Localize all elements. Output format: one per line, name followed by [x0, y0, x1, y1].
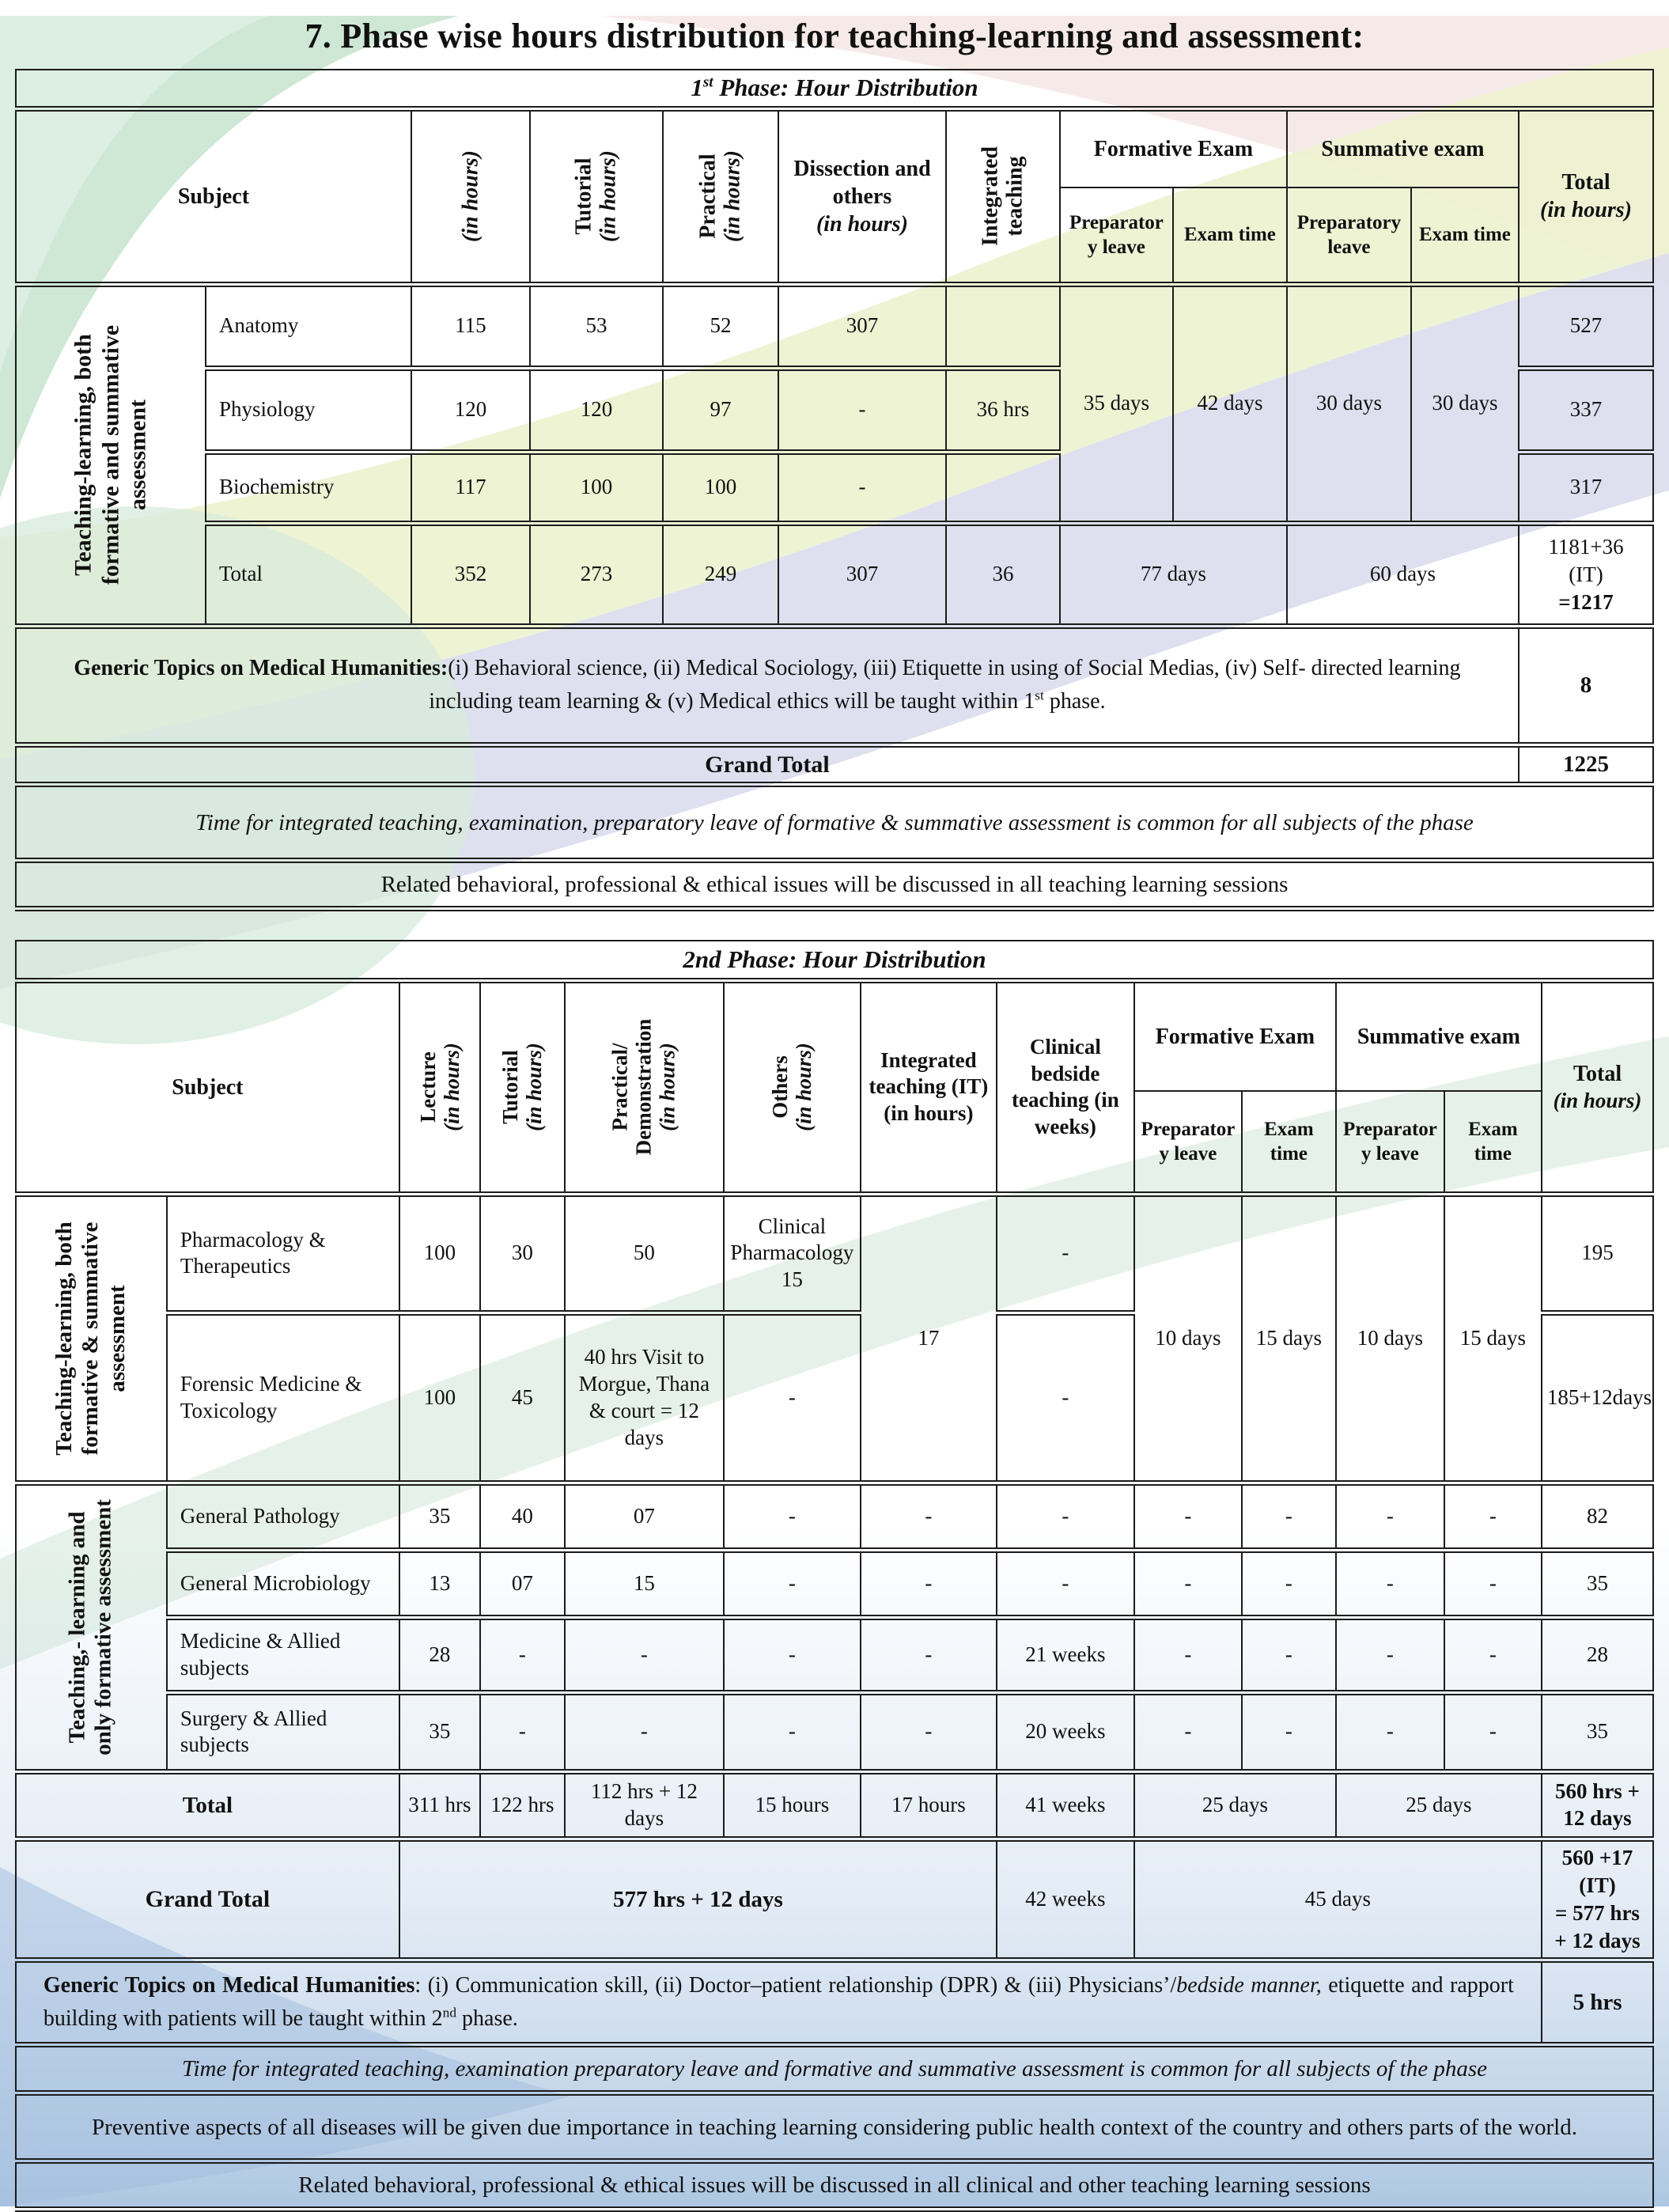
- phase1-note-integrated-time: Time for integrated teaching, examination, preparatory leave of formative & summative assessment is common for all subjects of the phase: [16, 785, 1653, 861]
- total2-it: 17 hours: [861, 1771, 997, 1839]
- genpath-others: -: [724, 1483, 861, 1550]
- header2-practical-demonstration: Practical/ Demonstration (in hours): [565, 980, 724, 1194]
- subject-forensic-medicine: Forensic Medicine & Toxicology: [167, 1312, 399, 1483]
- biochemistry-total: 317: [1519, 452, 1653, 523]
- medicine-it: -: [861, 1617, 997, 1692]
- genmicro-tutorial: 07: [480, 1550, 565, 1617]
- anatomy-total: 527: [1519, 284, 1653, 368]
- header-summative-exam: Summative exam: [1287, 108, 1519, 187]
- group1-summative-exam: 15 days: [1444, 1194, 1542, 1483]
- phase2-generic-hours: 5 hrs: [1542, 1960, 1653, 2045]
- formative-prep-days: 35 days: [1060, 284, 1173, 523]
- subject-medicine-allied: Medicine & Allied subjects: [167, 1617, 399, 1692]
- phase2-note-preventive: Preventive aspects of all diseases will be given due importance in teaching learning considering public health context of the country and others parts of the world.: [16, 2093, 1653, 2161]
- phase1-generic-topics: Generic Topics on Medical Humanities:(i) Behavioral science, (ii) Medical Sociology, (iii) Etiquette in using of Social Medias, (iv) Self- directed learning including team learning & (v) Medical ethics will be taught within 1st phase.: [16, 626, 1519, 744]
- total2-summative-days: 25 days: [1336, 1771, 1542, 1839]
- medicine-tutorial: -: [480, 1617, 565, 1692]
- anatomy-practical: 52: [663, 284, 778, 368]
- genmicro-sp: -: [1336, 1550, 1444, 1617]
- forensic-total: 185+12days: [1542, 1312, 1653, 1483]
- header-total: Total (in hours): [1519, 108, 1653, 284]
- total-summative-days: 60 days: [1287, 523, 1519, 626]
- group-label-both-assessment: Teaching-learning, both formative and summative assessment: [16, 284, 206, 626]
- header2-clinical-bedside: Clinical bedside teaching (in weeks): [997, 980, 1134, 1194]
- surgery-clinical: 20 weeks: [997, 1692, 1134, 1771]
- total-it: 36: [946, 523, 1060, 626]
- anatomy-it: [946, 284, 1060, 368]
- genpath-sp: -: [1336, 1483, 1444, 1550]
- table-row: [16, 1483, 1653, 1550]
- group1-formative-exam: 15 days: [1242, 1194, 1336, 1483]
- header2-formative-prep-leave: Preparatory leave: [1134, 1091, 1242, 1194]
- surgery-fe: -: [1242, 1692, 1336, 1771]
- genpath-se: -: [1444, 1483, 1542, 1550]
- surgery-tutorial: -: [480, 1692, 565, 1771]
- header-formative-prep-leave: Preparatory leave: [1060, 187, 1173, 284]
- total2-practical: 112 hrs + 12 days: [565, 1771, 724, 1839]
- genmicro-it: -: [861, 1550, 997, 1617]
- group-label-only-formative: Teaching,- learning and only formative assessment: [16, 1483, 167, 1771]
- table-row: [16, 1692, 1653, 1771]
- header-practical: Practical (in hours): [663, 108, 778, 284]
- medicine-clinical: 21 weeks: [997, 1617, 1134, 1692]
- header-summative-prep-leave: Preparatory leave: [1287, 187, 1411, 284]
- total2-clinical: 41 weeks: [997, 1771, 1134, 1839]
- header-tutorial: Tutorial (in hours): [530, 108, 663, 284]
- header2-formative-exam: Formative Exam: [1134, 980, 1336, 1091]
- pharmacology-tutorial: 30: [480, 1194, 565, 1312]
- phase2-generic-topics: Generic Topics on Medical Humanities: (i) Communication skill, (ii) Doctor–patient relationship (DPR) & (iii) Physicians’/bedside manner, etiquette and rapport building with patients will be taught within 2nd phase.: [16, 1960, 1542, 2045]
- phase1-note-behavioral: Related behavioral, professional & ethical issues will be discussed in all teaching learning sessions: [16, 861, 1653, 909]
- genpath-fp: -: [1134, 1483, 1242, 1550]
- phase2-total-hours: 560 hrs + 12 days: [1542, 1771, 1653, 1839]
- phase1-title-sup: st: [702, 74, 713, 91]
- surgery-lecture: 35: [399, 1692, 480, 1771]
- header2-summative-exam: Summative exam: [1336, 980, 1542, 1091]
- forensic-clinical: -: [997, 1312, 1134, 1483]
- phase1-grand-total-value: 1225: [1519, 744, 1653, 785]
- group-label-both-formative-summative: Teaching-learning, both formative & summative assessment: [16, 1194, 167, 1483]
- pharmacology-lecture: 100: [399, 1194, 480, 1312]
- phase2-note-integrated-time: Time for integrated teaching, examination preparatory leave and formative and summative assessment is common for all subjects of the phase: [16, 2045, 1653, 2093]
- phase2-grand-total-label: Grand Total: [16, 1839, 399, 1960]
- total2-lecture: 311 hrs: [399, 1771, 480, 1839]
- physiology-dissection: -: [778, 368, 946, 452]
- medicine-total: 28: [1542, 1617, 1653, 1692]
- group1-formative-prep: 10 days: [1134, 1194, 1242, 1483]
- table-row: [16, 1550, 1653, 1617]
- header2-subject: Subject: [16, 980, 399, 1194]
- total-tutorial: 273: [530, 523, 663, 626]
- subject-physiology: Physiology: [206, 368, 411, 452]
- table-row: [16, 1771, 1653, 1839]
- phase1-title: 1st Phase: Hour Distribution: [16, 70, 1653, 108]
- header-summative-exam-time: Exam time: [1411, 187, 1519, 284]
- phase1-total-hours: 1181+36 (IT) =1217: [1519, 523, 1653, 626]
- genpath-total: 82: [1542, 1483, 1653, 1550]
- physiology-tutorial: 120: [530, 368, 663, 452]
- physiology-lecture: 120: [411, 368, 530, 452]
- subject-pharmacology: Pharmacology & Therapeutics: [167, 1194, 399, 1312]
- group1-summative-prep: 10 days: [1336, 1194, 1444, 1483]
- header2-summative-prep-leave: Preparatory leave: [1336, 1091, 1444, 1194]
- genmicro-fp: -: [1134, 1550, 1242, 1617]
- phase1-total-label: Total: [206, 523, 411, 626]
- table-row: [16, 1839, 1653, 1960]
- group1-integrated-teaching: 17: [861, 1194, 997, 1483]
- total2-others: 15 hours: [724, 1771, 861, 1839]
- header-lecture-hours: (in hours): [411, 108, 530, 284]
- anatomy-lecture: 115: [411, 284, 530, 368]
- phase2-grand-hours: 577 hrs + 12 days: [399, 1839, 997, 1960]
- medicine-sp: -: [1336, 1617, 1444, 1692]
- genpath-lecture: 35: [399, 1483, 480, 1550]
- table-row: [16, 1617, 1653, 1692]
- phase2-grand-total-hours: 560 +17 (IT) = 577 hrs + 12 days: [1542, 1839, 1653, 1960]
- total2-tutorial: 122 hrs: [480, 1771, 565, 1839]
- pharmacology-others: Clinical Pharmacology 15: [724, 1194, 861, 1312]
- phase1-grand-total-label: Grand Total: [16, 744, 1519, 785]
- medicine-fe: -: [1242, 1617, 1336, 1692]
- genpath-it: -: [861, 1483, 997, 1550]
- medicine-se: -: [1444, 1617, 1542, 1692]
- header2-tutorial: Tutorial (in hours): [480, 980, 565, 1194]
- surgery-it: -: [861, 1692, 997, 1771]
- biochemistry-it: [946, 452, 1060, 523]
- biochemistry-practical: 100: [663, 452, 778, 523]
- subject-general-microbiology: General Microbiology: [167, 1550, 399, 1617]
- phase2-grand-exam-days: 45 days: [1134, 1839, 1542, 1960]
- biochemistry-dissection: -: [778, 452, 946, 523]
- genmicro-se: -: [1444, 1550, 1542, 1617]
- total-formative-days: 77 days: [1060, 523, 1287, 626]
- table-row: [16, 1194, 1653, 1312]
- total-lecture: 352: [411, 523, 530, 626]
- phase2-grand-weeks: 42 weeks: [997, 1839, 1134, 1960]
- header2-summative-exam-time: Exam time: [1444, 1091, 1542, 1194]
- physiology-it: 36 hrs: [946, 368, 1060, 452]
- surgery-total: 35: [1542, 1692, 1653, 1771]
- header-subject: Subject: [16, 108, 411, 284]
- genmicro-fe: -: [1242, 1550, 1336, 1617]
- header-dissection: Dissection and others (in hours): [778, 108, 946, 284]
- forensic-practical: 40 hrs Visit to Morgue, Thana & court = 12 days: [565, 1312, 724, 1483]
- subject-biochemistry: Biochemistry: [206, 452, 411, 523]
- forensic-lecture: 100: [399, 1312, 480, 1483]
- genpath-fe: -: [1242, 1483, 1336, 1550]
- header-integrated-teaching: Integrated teaching: [946, 108, 1060, 284]
- header-formative-exam-time: Exam time: [1173, 187, 1287, 284]
- physiology-practical: 97: [663, 368, 778, 452]
- medicine-others: -: [724, 1617, 861, 1692]
- header2-lecture: Lecture (in hours): [399, 980, 480, 1194]
- page-title: 7. Phase wise hours distribution for teaching-learning and assessment:: [305, 17, 1364, 55]
- header-formative-exam: Formative Exam: [1060, 108, 1287, 187]
- subject-surgery-allied: Surgery & Allied subjects: [167, 1692, 399, 1771]
- table-row: [16, 284, 1653, 368]
- pharmacology-clinical: -: [997, 1194, 1134, 1312]
- surgery-sp: -: [1336, 1692, 1444, 1771]
- header2-others: Others (in hours): [724, 980, 861, 1194]
- physiology-total: 337: [1519, 368, 1653, 452]
- total2-formative-days: 25 days: [1134, 1771, 1336, 1839]
- surgery-others: -: [724, 1692, 861, 1771]
- medicine-fp: -: [1134, 1617, 1242, 1692]
- surgery-se: -: [1444, 1692, 1542, 1771]
- phase2-total-label: Total: [16, 1771, 399, 1839]
- genmicro-others: -: [724, 1550, 861, 1617]
- header2-integrated-teaching: Integrated teaching (IT) (in hours): [861, 980, 997, 1194]
- medicine-lecture: 28: [399, 1617, 480, 1692]
- phase2-note-behavioral: Related behavioral, professional & ethical issues will be discussed in all clinical and other teaching learning sessions: [16, 2161, 1653, 2210]
- phase2-title: 2nd Phase: Hour Distribution: [16, 941, 1653, 980]
- total-practical: 249: [663, 523, 778, 626]
- biochemistry-tutorial: 100: [530, 452, 663, 523]
- pharmacology-practical: 50: [565, 1194, 724, 1312]
- genmicro-lecture: 13: [399, 1550, 480, 1617]
- formative-exam-days: 42 days: [1173, 284, 1287, 523]
- medicine-practical: -: [565, 1617, 724, 1692]
- biochemistry-lecture: 117: [411, 452, 530, 523]
- summative-exam-days: 30 days: [1411, 284, 1519, 523]
- surgery-fp: -: [1134, 1692, 1242, 1771]
- genmicro-practical: 15: [565, 1550, 724, 1617]
- summative-prep-days: 30 days: [1287, 284, 1411, 523]
- subject-general-pathology: General Pathology: [167, 1483, 399, 1550]
- genpath-practical: 07: [565, 1483, 724, 1550]
- genpath-tutorial: 40: [480, 1483, 565, 1550]
- anatomy-dissection: 307: [778, 284, 946, 368]
- surgery-practical: -: [565, 1692, 724, 1771]
- forensic-others: -: [724, 1312, 861, 1483]
- table-row: [16, 523, 1653, 626]
- total-dissection: 307: [778, 523, 946, 626]
- header2-formative-exam-time: Exam time: [1242, 1091, 1336, 1194]
- genpath-clinical: -: [997, 1483, 1134, 1550]
- phase1-table: [15, 69, 1654, 911]
- anatomy-tutorial: 53: [530, 284, 663, 368]
- phase1-generic-hours: 8: [1519, 626, 1653, 744]
- subject-anatomy: Anatomy: [206, 284, 411, 368]
- forensic-tutorial: 45: [480, 1312, 565, 1483]
- pharmacology-total: 195: [1542, 1194, 1653, 1312]
- genmicro-total: 35: [1542, 1550, 1653, 1617]
- phase2-table: [15, 940, 1654, 2212]
- genmicro-clinical: -: [997, 1550, 1134, 1617]
- header2-total: Total (in hours): [1542, 980, 1653, 1194]
